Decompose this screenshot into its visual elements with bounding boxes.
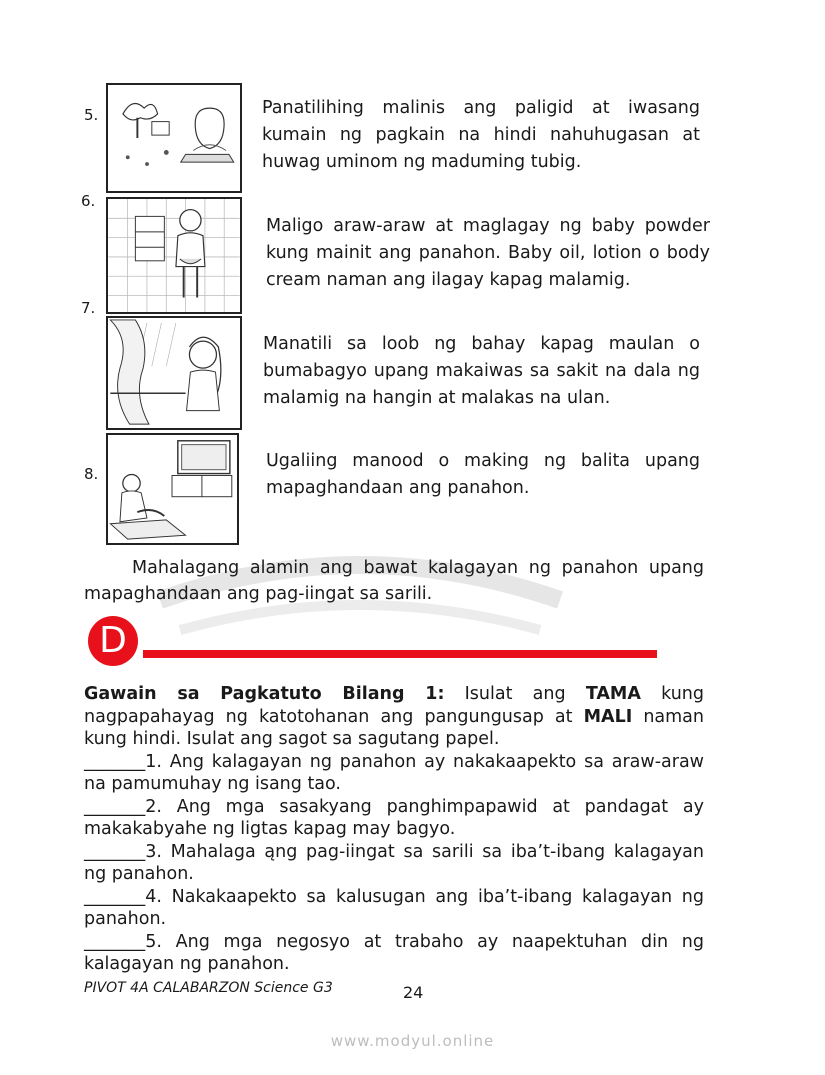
item-number: 6.: [81, 192, 96, 210]
clean-surroundings-illustration: [106, 83, 242, 193]
question-item: _______5. Ang mga negosyo at trabaho ay naapektuhan din ng kalagayan ng panahon.: [84, 931, 704, 974]
section-divider: [143, 650, 657, 658]
activity-intro-part: naman kung hindi. Isulat ang sagot sa sagutang papel.: [84, 706, 704, 749]
page-number: 24: [403, 983, 424, 1002]
activity-intro: [84, 683, 704, 751]
bathing-child-illustration: [106, 197, 242, 314]
summary-text: Mahalagang alamin ang bawat kalagayan ng panahon upang mapaghandaan ang pag-iingat sa sarili.: [84, 558, 704, 604]
activity-intro-part: kung nagpapahayag ng katotohanan ang pangungusap at: [84, 684, 705, 727]
item-number: 5.: [84, 106, 99, 124]
girl-at-window-illustration: [106, 316, 242, 430]
tip-text: Manatili sa loob ng bahay kapag maulan o bumabagyo upang makaiwas sa sakit na dala ng malamig na hangin at malakas na ulan.: [263, 334, 700, 408]
footer-module-title: PIVOT 4A CALABARZON Science G3: [84, 980, 333, 996]
activity-block: [84, 683, 704, 976]
child-watching-tv-illustration: [106, 433, 239, 545]
question-item: _______1. Ang kalagayan ng panahon ay nakakaapekto sa araw-araw na pamumuhay ng isang tao.: [84, 751, 704, 794]
activity-intro-part: Isulat ang: [444, 684, 586, 704]
item-number: 7.: [81, 299, 96, 317]
tama-keyword: TAMA: [585, 684, 641, 704]
tip-text: Ugaliing manood o making ng balita upang mapaghandaan ang panahon.: [266, 451, 700, 498]
tip-text: Maligo araw-araw at maglagay ng baby powder kung mainit ang panahon. Baby oil, lotion o body cream naman ang ilagay kapag malamig.: [266, 216, 710, 290]
activity-title: Gawain sa Pagkatuto Bilang 1:: [84, 684, 445, 704]
question-item: _______2. Ang mga sasakyang panghimpapawid at pandagat ay makakabyahe ng ligtas kapag may bagyo.: [84, 796, 704, 839]
question-item: _______4. Nakakaapekto sa kalusugan ang iba’t-ibang kalagayan ng panahon.: [84, 886, 704, 929]
summary-paragraph: [84, 555, 704, 607]
site-watermark: www.modyul.online: [330, 1032, 495, 1050]
tip-text: Panatilihing malinis ang paligid at iwasang kumain ng pagkain na hindi nahuhugasan at huwag uminom ng maduming tubig.: [262, 98, 700, 172]
question-item: _______3. Mahalaga ąng pag-iingat sa sarili sa iba’t-ibang kalagayan ng panahon.: [84, 841, 704, 884]
section-d-badge: D: [88, 616, 138, 666]
item-number: 8.: [84, 465, 99, 483]
mali-keyword: MALI: [583, 706, 633, 727]
